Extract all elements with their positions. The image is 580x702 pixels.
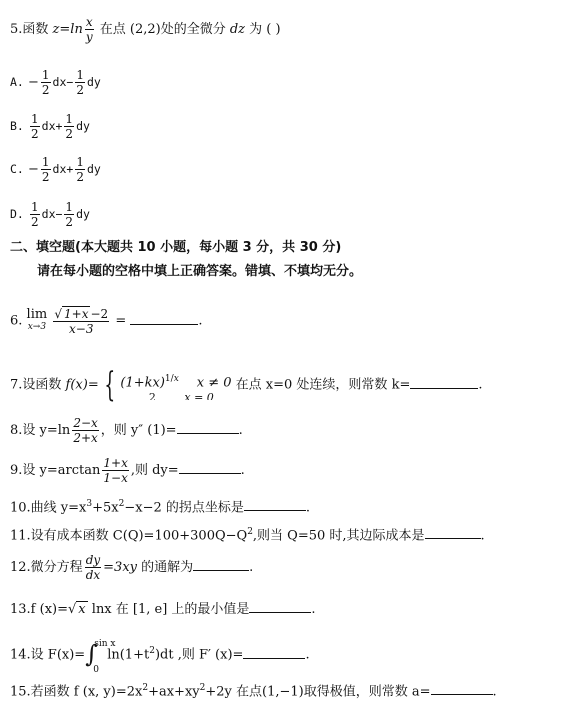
num: 1 (31, 200, 39, 214)
q5-prefix: 5.函数 (10, 22, 53, 37)
q10-exp2: 2 (118, 499, 125, 509)
q6-limit (27, 309, 48, 333)
option-label: B. (10, 119, 24, 133)
fraction (41, 68, 51, 97)
q5-frac-num: x (85, 15, 93, 29)
period: . (492, 684, 497, 700)
q12-den: dx (85, 568, 101, 582)
option-a[interactable] (10, 68, 101, 97)
q7-case-2 (120, 393, 231, 400)
question-9 (10, 456, 245, 485)
question-14 (10, 639, 310, 675)
question-8 (10, 416, 243, 445)
case1-exp-den: x (173, 374, 179, 385)
term: dx− (52, 75, 74, 89)
option-b[interactable] (10, 112, 90, 141)
term: dy (86, 75, 101, 89)
q9-fraction (102, 456, 128, 485)
q8-fraction (72, 416, 98, 445)
fraction (30, 112, 40, 141)
answer-blank-12[interactable] (193, 558, 249, 571)
q8-num: 2−x (73, 416, 98, 430)
fraction (64, 200, 74, 229)
question-5-stem (10, 15, 281, 44)
num: 1 (31, 112, 39, 126)
period: . (480, 528, 485, 544)
den: 2 (65, 127, 74, 141)
integral-upper: sin x (94, 639, 116, 649)
lim-text: lim (26, 307, 48, 322)
q12-suffix: 的通解为 (141, 560, 194, 575)
case2-cond: x = 0 (184, 392, 214, 400)
q15-exp2: 2 (199, 683, 206, 693)
q12-eq: =3xy (103, 560, 137, 575)
q5-frac-den: y (85, 30, 93, 44)
period: . (238, 423, 243, 438)
q11-suffix: ,则当 Q=50 时,其边际成本是 (252, 528, 425, 544)
num: 1 (76, 155, 84, 169)
q15-middle: +ax+xy (148, 684, 200, 700)
q5-fraction (85, 15, 94, 44)
question-15 (10, 680, 497, 700)
q8-suffix: ，则 y″ (1)= (100, 423, 177, 438)
case1-cond: x ≠ 0 (196, 375, 232, 391)
den: 2 (31, 215, 39, 229)
den: 2 (65, 215, 74, 229)
question-10 (10, 496, 310, 516)
den: 2 (31, 127, 39, 141)
q6-eq: = (115, 313, 127, 329)
term: dx− (41, 207, 63, 221)
sign: − (28, 162, 39, 177)
fraction (75, 68, 85, 97)
case1-expr: (1+kx) (120, 375, 165, 391)
q12-num: dy (85, 553, 101, 567)
q13-middle: lnx 在 [1, e] 上的最小值是 (91, 602, 250, 617)
term: dy (76, 119, 90, 133)
den: 2 (76, 170, 84, 184)
answer-blank-11[interactable] (425, 526, 481, 539)
integral-lower: 0 (93, 665, 99, 675)
q6-den: x−3 (69, 322, 94, 336)
term: dx+ (41, 119, 63, 133)
period: . (311, 602, 316, 617)
section-title: 二、填空题(本大题共 10 小题，每小题 3 分，共 30 分) (10, 240, 342, 255)
num: 1 (65, 200, 74, 214)
period: . (240, 463, 245, 478)
answer-blank-14[interactable] (243, 646, 305, 659)
q9-num: 1+x (103, 456, 128, 470)
q5-dz: dz (229, 22, 245, 37)
term: dy (86, 162, 101, 176)
q5-middle: 在点 (2,2)处的全微分 (95, 22, 230, 37)
question-7 (10, 365, 483, 405)
q15-prefix: 15.若函数 f (x, y)=2x (10, 684, 143, 700)
q9-suffix: ,则 dy= (130, 463, 179, 478)
q12-prefix: 12.微分方程 (10, 560, 83, 575)
q5-function: z=ln (52, 22, 83, 37)
q8-prefix: 8.设 y=ln (10, 423, 71, 438)
num: 1 (41, 68, 50, 82)
case1-exp-num: 1 (164, 374, 171, 385)
q7-fx: f(x)= (65, 377, 99, 393)
q7-case-1: $(1+kx)^{1/x}$ x ≠ 0 (120, 374, 232, 391)
q14-exp: 2 (149, 646, 155, 657)
q8-den: 2+x (73, 431, 98, 445)
question-12 (10, 553, 253, 582)
question-6 (10, 306, 203, 336)
q6-fraction: $\frac{√ 1+x -2}{x-3}$ (54, 307, 109, 336)
option-label: A. (10, 75, 24, 89)
q6-label: 6. (10, 313, 23, 329)
fraction (64, 112, 74, 141)
num: 1 (41, 155, 50, 169)
section-instruction: 请在每小题的空格中填上正确答案。错填、不填均无分。 (37, 264, 363, 279)
period: . (249, 560, 254, 575)
q7-suffix: 在点 x=0 处连续，则常数 k= (235, 377, 411, 393)
integral-sign-icon: ∫ sin x 0 (85, 640, 107, 670)
q11-prefix: 11.设有成本函数 C(Q)=100+300Q−Q (10, 528, 248, 544)
den: 2 (41, 170, 50, 184)
den: 2 (41, 83, 50, 97)
answer-blank-9[interactable] (179, 461, 241, 474)
q14-prefix: 14.设 F(x)= (10, 647, 86, 663)
sign: − (28, 75, 39, 90)
q13-prefix: 13.f (x)= (10, 602, 68, 617)
left-brace-icon: { (104, 365, 115, 405)
answer-blank-10[interactable] (244, 498, 306, 511)
q6-root: 1+x (64, 307, 89, 321)
q10-suffix: −x−2 的拐点坐标是 (124, 500, 244, 516)
q6-num-rest: −2 (90, 307, 109, 321)
period: . (478, 377, 483, 393)
term: dx+ (52, 162, 74, 176)
question-11 (10, 524, 485, 544)
q11-exp: 2 (247, 527, 253, 537)
q15-exp1: 2 (142, 683, 149, 693)
option-c[interactable] (10, 155, 101, 184)
case2-expr: 2 (148, 392, 156, 400)
answer-blank-7[interactable] (410, 376, 478, 389)
fraction (75, 155, 85, 184)
q7-cases (120, 370, 231, 399)
answer-blank-6[interactable] (130, 312, 198, 325)
fraction (30, 200, 40, 229)
num: 1 (76, 68, 84, 82)
q13-root: x (78, 602, 86, 617)
lim-sub: x→3 (27, 322, 47, 332)
q12-fraction (85, 553, 101, 582)
q15-suffix: +2y 在点(1,−1)取得极值，则常数 a= (205, 684, 431, 700)
question-13: 13.f (x)=√ x lnx 在 [1, e] 上的最小值是 . (10, 602, 316, 617)
q9-prefix: 9.设 y=arctan (10, 463, 101, 478)
option-d[interactable] (10, 200, 90, 229)
q9-den: 1−x (103, 471, 128, 485)
q7-prefix: 7.设函数 (10, 377, 62, 393)
option-label: C. (10, 162, 24, 176)
period: . (305, 500, 311, 516)
fraction (41, 155, 51, 184)
q5-suffix: 为 ( ) (245, 22, 281, 37)
period: . (198, 313, 203, 329)
answer-blank-15[interactable] (431, 682, 493, 695)
q10-prefix: 10.曲线 y=x (10, 500, 87, 516)
den: 2 (76, 83, 84, 97)
answer-blank-8[interactable] (177, 421, 239, 434)
num: 1 (65, 112, 74, 126)
q14-suffix: )dt ,则 F′ (x)= (154, 647, 244, 663)
q14-integrand: ln(1+t (107, 647, 150, 663)
option-label: D. (10, 207, 24, 221)
q10-exp1: 3 (86, 499, 93, 509)
answer-blank-13[interactable] (249, 600, 311, 613)
period: . (305, 647, 310, 663)
q10-middle: +5x (92, 500, 119, 516)
term: dy (76, 207, 90, 221)
